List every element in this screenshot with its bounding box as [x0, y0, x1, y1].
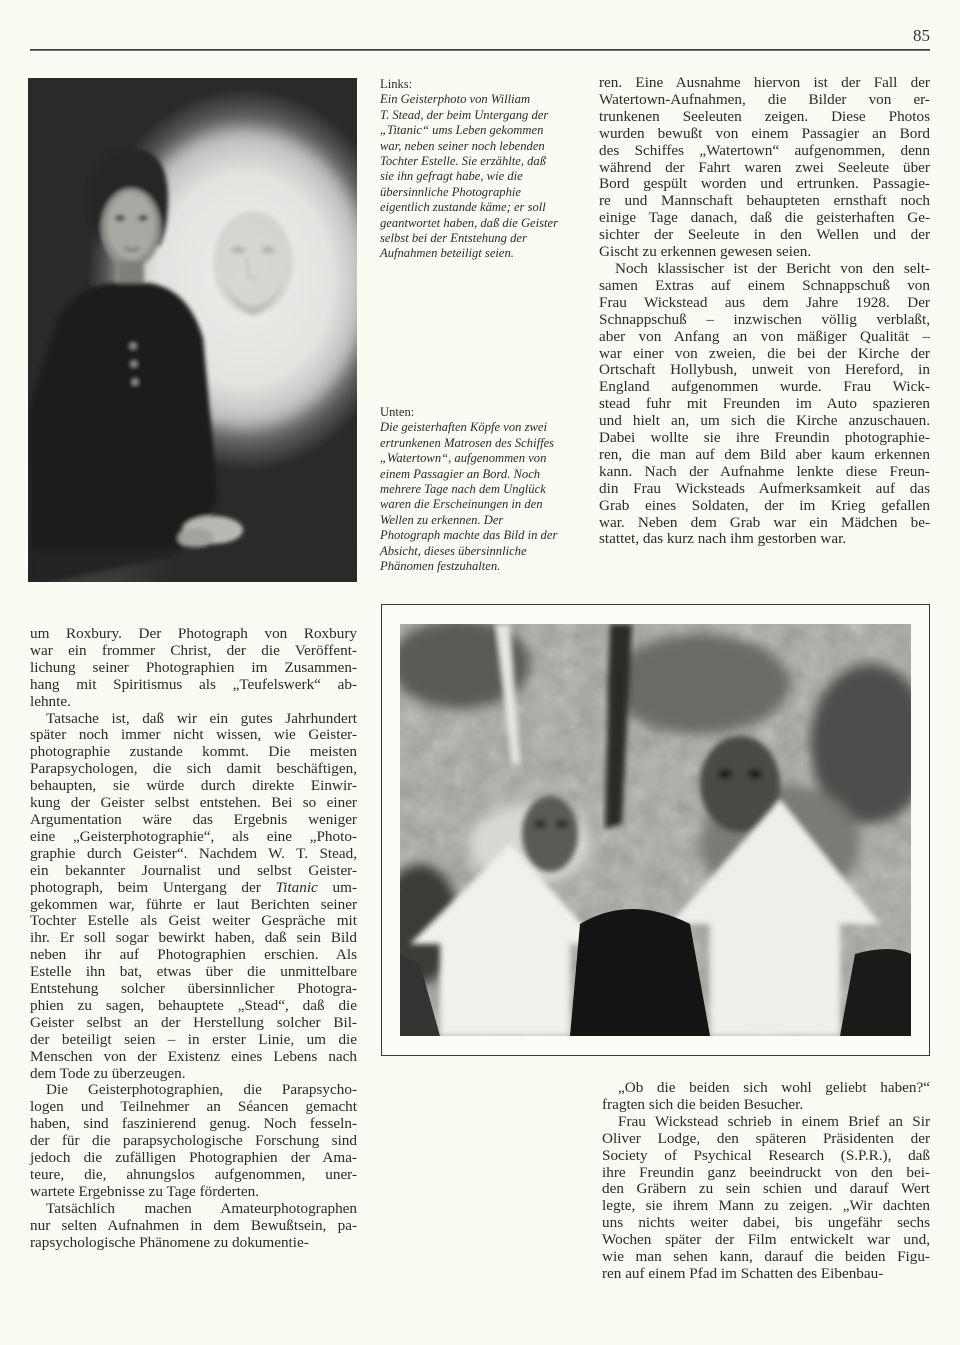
caption-bottom-photo — [380, 405, 585, 574]
text-line: war einer von zweien, die bei der Kirche der — [599, 344, 930, 362]
text-line: ihre Freundin ganz beeindruckt von den bei- — [602, 1163, 930, 1181]
text-line: Bord gespült worden und ertrunken. Passagie- — [599, 175, 930, 193]
caption-line: selbst bei der Entstehung der — [380, 231, 527, 246]
text-line: eine „Geisterphotographie“, als eine „Photo- — [30, 827, 357, 845]
text-line: einige Tage danach, daß die geisterhaften Ge- — [599, 209, 930, 227]
text-line: uns nichts weiter dabei, bis ungefähr sechs — [602, 1214, 930, 1232]
caption-line: einem Passagier an Bord. Noch — [380, 466, 541, 481]
text-line: wie man sehen kann, darauf die beiden Figu- — [602, 1248, 930, 1266]
text-line: während der Fahrt waren zwei Seeleute über — [599, 158, 930, 176]
caption-line: T. Stead, der beim Untergang der — [380, 107, 549, 122]
caption-line: Photograph machte das Bild in der — [380, 528, 558, 543]
text-line: Wochen später der Film entwickelt war und, — [602, 1231, 930, 1249]
text-line: phien zu sagen, behauptete „Stead“, daß die — [30, 996, 357, 1014]
text-line: England aufgenommen wurde. Frau Wick- — [599, 378, 930, 396]
caption-lead: Unten: — [380, 405, 415, 419]
text-line: ren auf einem Pfad im Schatten des Eibenbau- — [602, 1264, 884, 1282]
text-line: photograph, beim Untergang der Titanic um- — [30, 878, 357, 896]
text-line: sichter der Seeleute in den Wellen und der — [599, 226, 930, 244]
text-line: nur selten Aufnahmen in dem Bewußtsein, pa- — [30, 1216, 357, 1234]
text-line: hang mit Spiritismus als „Teufelswerk“ ab- — [30, 675, 357, 693]
text-line: teure, die, ahnungslos aufgenommen, uner- — [30, 1166, 357, 1183]
text-line: Tatsache ist, daß wir ein gutes Jahrhundert — [46, 709, 357, 727]
text-line: trunkenen Seeleuten zeigen. Diese Photos — [599, 107, 930, 125]
text-line: Watertown-Aufnahmen, die Bilder von er- — [599, 90, 930, 108]
text-line: Noch klassischer ist der Bericht von den selt- — [615, 259, 930, 277]
caption-line: Tochter Estelle. Sie erzählte, daß — [380, 154, 547, 169]
text-line: aber von Anfang an von mäßiger Qualität – — [599, 327, 930, 345]
text-line: fragten sich die beiden Besucher. — [602, 1095, 804, 1113]
caption-line: ertrunkenen Matrosen des Schiffes — [380, 435, 555, 450]
caption-line: sie ihn gefragt habe, wie die — [380, 169, 523, 184]
text-line: rapsychologische Phänomene zu dokumentie- — [30, 1233, 309, 1251]
portrait-illustration — [28, 78, 357, 582]
text-line: Grab eines Soldaten, der im Krieg gefallen — [599, 496, 930, 514]
paragraph — [602, 1114, 930, 1283]
caption-line: waren die Erscheinungen in den — [380, 497, 543, 512]
paragraph — [30, 1201, 357, 1252]
caption-line: Die geisterhaften Köpfe von zwei — [380, 420, 547, 435]
caption-line: geantwortet haben, daß die Geister — [380, 215, 559, 230]
text-line: haben, sind faszinierend genug. Noch fesseln- — [30, 1115, 357, 1133]
caption-body — [380, 420, 585, 574]
caption-line: Ein Geisterphoto von William — [380, 92, 531, 107]
text-line: photographie zustande kommt. Die meisten — [30, 743, 357, 761]
caption-left-photo — [380, 77, 585, 262]
text-line: legte, sie ihrem Mann zu zeigen. „Wir dachten — [602, 1197, 930, 1215]
header-rule — [30, 49, 930, 51]
text-line: samen Extras auf einem Schnappschuß von — [599, 276, 930, 294]
text-line: und hielt an, um sich die Kirche anzuschauen. — [599, 412, 930, 430]
text-line: Die Geisterphotographien, die Parapsycho- — [46, 1081, 357, 1099]
text-line: jedoch die zufälligen Photographien der Ama- — [30, 1149, 357, 1167]
figure-shoulder — [570, 909, 710, 1036]
ghost-sailors-photo — [400, 624, 911, 1036]
caption-line: Wellen zu erkennen. Der — [380, 512, 504, 527]
text-line: Society of Psychical Research (S.P.R.), daß — [602, 1146, 930, 1164]
text-line: dem Tode zu überzeugen. — [30, 1064, 186, 1082]
text-line: lehnte. — [30, 692, 71, 710]
photo-frame — [381, 604, 930, 1056]
text-line: war ein frommer Christ, der die Veröffent- — [30, 641, 357, 659]
caption-line: Phänomen festzuhalten. — [380, 559, 501, 574]
text-line: Geister selbst an der Herstellung solcher Bil- — [30, 1013, 357, 1031]
text-line: Dabei wollte sie ihre Freundin photographie- — [599, 429, 930, 447]
text-line: „Ob die beiden sich wohl geliebt haben?“ — [618, 1079, 930, 1096]
text-line: re und Mannschaft behaupteten ernsthaft noch — [599, 192, 930, 210]
text-line: ein bekannter Journalist und selbst Geister- — [30, 861, 357, 879]
paragraph — [599, 75, 930, 261]
caption-line: „Titanic“ ums Leben gekommen — [380, 123, 544, 138]
caption-line: Absicht, dieses übersinnliche — [380, 543, 527, 558]
text-line: Argumentation wäre das Ergebnis weniger — [30, 810, 357, 828]
caption-body — [380, 92, 585, 261]
paragraph — [602, 1080, 930, 1114]
text-line: ihr. Er soll sogar bewirkt haben, daß sein Bild — [30, 929, 357, 947]
caption-line: mehrere Tage nach dem Unglück — [380, 482, 546, 497]
text-line: später noch immer nicht wissen, wie Geister- — [30, 726, 357, 744]
text-line: ren, die man auf dem Bild aber kaum erkennen — [599, 445, 930, 463]
text-line: wartete Ergebnisse zu Tage förderten. — [30, 1182, 260, 1200]
text-line: Frau Wickstead schrieb in einem Brief an Sir — [618, 1112, 930, 1130]
text-line: Menschen von der Existenz eines Lebens nach — [30, 1047, 357, 1065]
paragraph — [30, 711, 357, 1083]
text-line: din Frau Wicksteads Aufmerksamkeit auf das — [599, 479, 930, 497]
text-line: Oliver Lodge, den späteren Präsidenten der — [602, 1129, 930, 1147]
text-line: behaupten, sie würde durch direkte Einwir- — [30, 777, 357, 795]
text-line: den Gräbern zu sein schien und darauf Wert — [602, 1180, 930, 1198]
text-line: der beteiligt seien – in erster Linie, um die — [30, 1030, 357, 1048]
text-column-left-bottom — [30, 626, 357, 1252]
text-line: ren. Eine Ausnahme hiervon ist der Fall der — [599, 74, 930, 91]
text-line: kann. Nach der Aufnahme lenkte diese Freun- — [599, 462, 930, 480]
text-column-right-bottom — [602, 1080, 930, 1283]
text-line: war. Neben dem Grab war ein Mädchen be- — [599, 513, 930, 531]
text-line: Ortschaft Hollybush, unweit von Hereford, in — [599, 361, 930, 379]
text-line: Tochter Estelle als Geist weiter Gespräche mit — [30, 912, 357, 930]
paragraph — [30, 626, 357, 711]
text-line: Estelle ihn bat, etwas über die unmittelbare — [30, 963, 357, 981]
page-number: 85 — [913, 26, 930, 45]
paragraph — [30, 1082, 357, 1200]
caption-lead: Links: — [380, 77, 413, 91]
text-line: stead fuhr mit Freunden im Auto spazieren — [599, 395, 930, 413]
text-line: Schnappschuß – inzwischen völlig verblaßt, — [599, 310, 930, 328]
text-line: Gischt zu erkennen gewesen seien. — [599, 243, 812, 261]
text-line: des Schiffes „Watertown“ aufgenommen, denn — [599, 141, 930, 159]
text-line: Tatsächlich machen Amateurphotographen — [46, 1199, 357, 1217]
text-line: neben ihr auf Photographien erschien. Als — [30, 946, 357, 964]
ghost-portrait-photo — [28, 78, 357, 582]
text-line: gekommen war, führte er laut Berichten seiner — [30, 895, 357, 913]
text-line: logen und Teilnehmer an Séancen gemacht — [30, 1098, 357, 1116]
caption-line: Aufnahmen beteiligt seien. — [380, 246, 514, 261]
text-line: wurden bewußt von einem Passagier an Bord — [599, 124, 930, 142]
caption-line: war, neben seiner noch lebenden — [380, 138, 545, 153]
caption-line: eigentlich zustande käme; er soll — [380, 200, 546, 215]
paragraph — [599, 261, 930, 548]
text-line: lichung seiner Photographien im Zusammen- — [30, 658, 357, 676]
text-line: kung der Geister selbst entstehen. Bei so einer — [30, 794, 357, 812]
text-line: stattet, das kurz nach ihm gestorben war. — [599, 530, 847, 548]
text-column-right-top — [599, 75, 930, 548]
caption-line: übersinnliche Photographie — [380, 184, 521, 199]
text-line: um Roxbury. Der Photograph von Roxbury — [30, 625, 357, 642]
text-line: Parapsychologen, die sich damit beschäftigen, — [30, 760, 357, 778]
sailors-illustration — [400, 624, 911, 1036]
text-line: der für die parapsychologische Forschung sind — [30, 1132, 357, 1150]
text-line: graphie durch Geister“. Nachdem W. T. Stead, — [30, 844, 357, 862]
text-line: Entstehung solcher übersinnlicher Photogra- — [30, 980, 357, 998]
caption-line: „Watertown“, aufgenommen von — [380, 451, 547, 466]
text-line: Frau Wickstead aus dem Jahre 1928. Der — [599, 293, 930, 311]
